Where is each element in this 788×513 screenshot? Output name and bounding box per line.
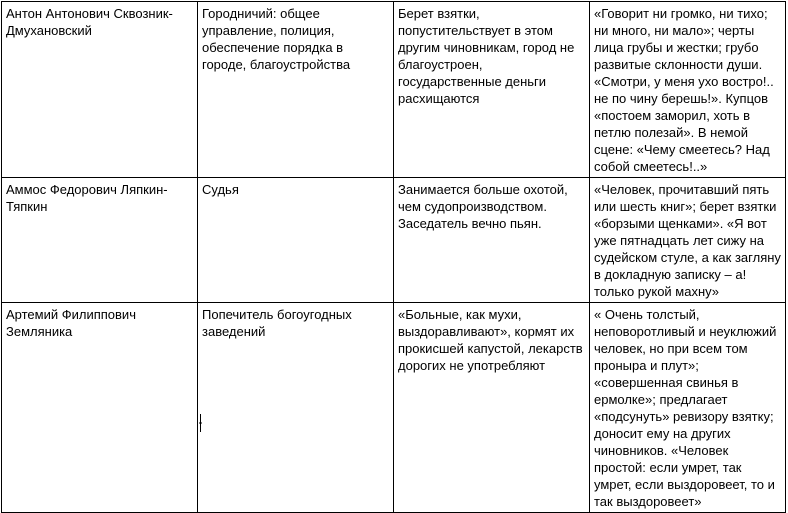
text-cursor-icon (199, 414, 202, 432)
table-row (2, 303, 786, 513)
behavior-cell: Берет взятки, попустительствует в этом другим чиновникам, город не благоустроен, государственные деньги расхищаются (394, 2, 590, 178)
character-name-cell: Антон Антонович Сквозник-Дмухановский (2, 2, 198, 178)
quotes-cell: « Очень толстый, неповоротливый и неуклюжий человек, но при всем том проныра и плут»; «совершенная свинья в ермолке»; предлагает «подсунуть» ревизору взятку; доносит ему на других чиновников. «Человек простой: если умрет, так умрет, если выздоровеет, то и так выздоровеет» (590, 303, 786, 513)
table-row (2, 2, 786, 178)
position-cell: Судья (198, 178, 394, 303)
quotes-cell: «Говорит ни громко, ни тихо; ни много, ни мало»; черты лица грубы и жестки; грубо развитые склонности души. «Смотри, у меня ухо востро!.. не по чину берешь!». Купцов «постоем заморил, хоть в петлю полезай». В немой сцене: «Чему смеетесь? Над собой смеетесь!..» (590, 2, 786, 178)
character-name-cell: Аммос Федорович Ляпкин-Тяпкин (2, 178, 198, 303)
position-cell: Попечитель богоугодных заведений (198, 303, 394, 513)
behavior-cell: Занимается больше охотой, чем судопроизводством. Заседатель вечно пьян. (394, 178, 590, 303)
position-cell: Городничий: общее управление, полиция, обеспечение порядка в городе, благоустройства (198, 2, 394, 178)
behavior-cell: «Больные, как мухи, выздоравливают», кормят их прокисшей капустой, лекарств дорогих не употребляют (394, 303, 590, 513)
character-name-cell: Артемий Филиппович Земляника (2, 303, 198, 513)
characters-table (1, 1, 786, 513)
quotes-cell: «Человек, прочитавший пять или шесть книг»; берет взятки «борзыми щенками». «Я вот уже пятнадцать лет сижу на судейском стуле, а как загляну в докладную записку – а! только рукой махну» (590, 178, 786, 303)
table-row (2, 178, 786, 303)
